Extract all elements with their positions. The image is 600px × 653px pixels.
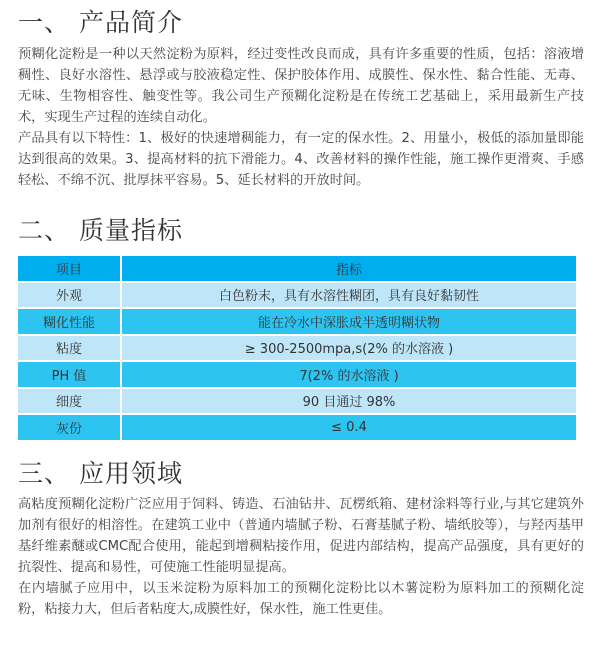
section-title-product-intro: 一、 产品简介 — [18, 8, 183, 37]
table-cell-item: 细度 — [18, 388, 121, 415]
table-cell-item: 外观 — [18, 282, 121, 309]
applications-paragraph-1: 高粘度预糊化淀粉广泛应用于饲料、铸造、石油钻井、瓦楞纸箱、建材涂料等行业,与其它建筑外加剂有很好的相溶性。在建筑工业中（普通内墙腻子粉、石膏基腻子粉、墙纸胶等），与羟丙基甲基纤维素醚或CMC配合使用，能起到增稠粘接作用，促进内部结构，提高产品强度，具有更好的抗裂性、提高和易性，可使施工性能明显提高。 — [18, 497, 584, 575]
table-cell-item: PH 值 — [18, 361, 121, 388]
table-cell-item: 糊化性能 — [18, 308, 121, 335]
quality-specs-table — [18, 256, 576, 442]
table-cell-spec: 白色粉末，具有水溶性糊团，具有良好黏韧性 — [121, 282, 576, 309]
table-cell-item: 灰份 — [18, 414, 121, 441]
table-cell-item: 粘度 — [18, 335, 121, 362]
table-header-item: 项目 — [18, 256, 121, 282]
section-title-applications: 三、 应用领域 — [18, 459, 183, 488]
table-row — [18, 335, 576, 362]
table-row — [18, 282, 576, 309]
product-intro-text — [18, 44, 584, 191]
table-cell-spec: ≤ 0.4 — [121, 414, 576, 441]
table-row — [18, 414, 576, 441]
section-title-quality-specs: 二、 质量指标 — [18, 216, 183, 245]
product-intro-paragraph-1: 预糊化淀粉是一种以天然淀粉为原料，经过变性改良而成，具有许多重要的性质，包括：溶液增稠性、良好水溶性、悬浮或与胶液稳定性、保护胶体作用、成膜性、保水性、黏合性能、无毒、无味、生物相容性、触变性等。我公司生产预糊化淀粉是在传统工艺基础上，采用最新生产技术，实现生产过程的连续自动化。 — [18, 47, 584, 125]
table-row — [18, 308, 576, 335]
table-cell-spec: 7(2% 的水溶液 ) — [121, 361, 576, 388]
table-header-row — [18, 256, 576, 282]
table-header-spec: 指标 — [121, 256, 576, 282]
table-row — [18, 388, 576, 415]
applications-text — [18, 494, 584, 620]
table-cell-spec: 能在冷水中深胀成半透明糊状物 — [121, 308, 576, 335]
table-cell-spec: ≥ 300-2500mpa,s(2% 的水溶液 ) — [121, 335, 576, 362]
product-intro-paragraph-2: 产品具有以下特性：1、极好的快速增稠能力，有一定的保水性。2、用量小，极低的添加量即能达到很高的效果。3、提高材料的抗下滑能力。4、改善材料的操作性能，施工操作更滑爽、手感轻松、不绵不沉、批厚抹平容易。5、延长材料的开放时间。 — [18, 131, 584, 188]
table-cell-spec: 90 目通过 98% — [121, 388, 576, 415]
applications-paragraph-2: 在内墙腻子应用中，以玉米淀粉为原料加工的预糊化淀粉比以木薯淀粉为原料加工的预糊化淀粉，粘接力大，但后者粘度大,成膜性好，保水性，施工性更佳。 — [18, 581, 584, 617]
table-row — [18, 361, 576, 388]
